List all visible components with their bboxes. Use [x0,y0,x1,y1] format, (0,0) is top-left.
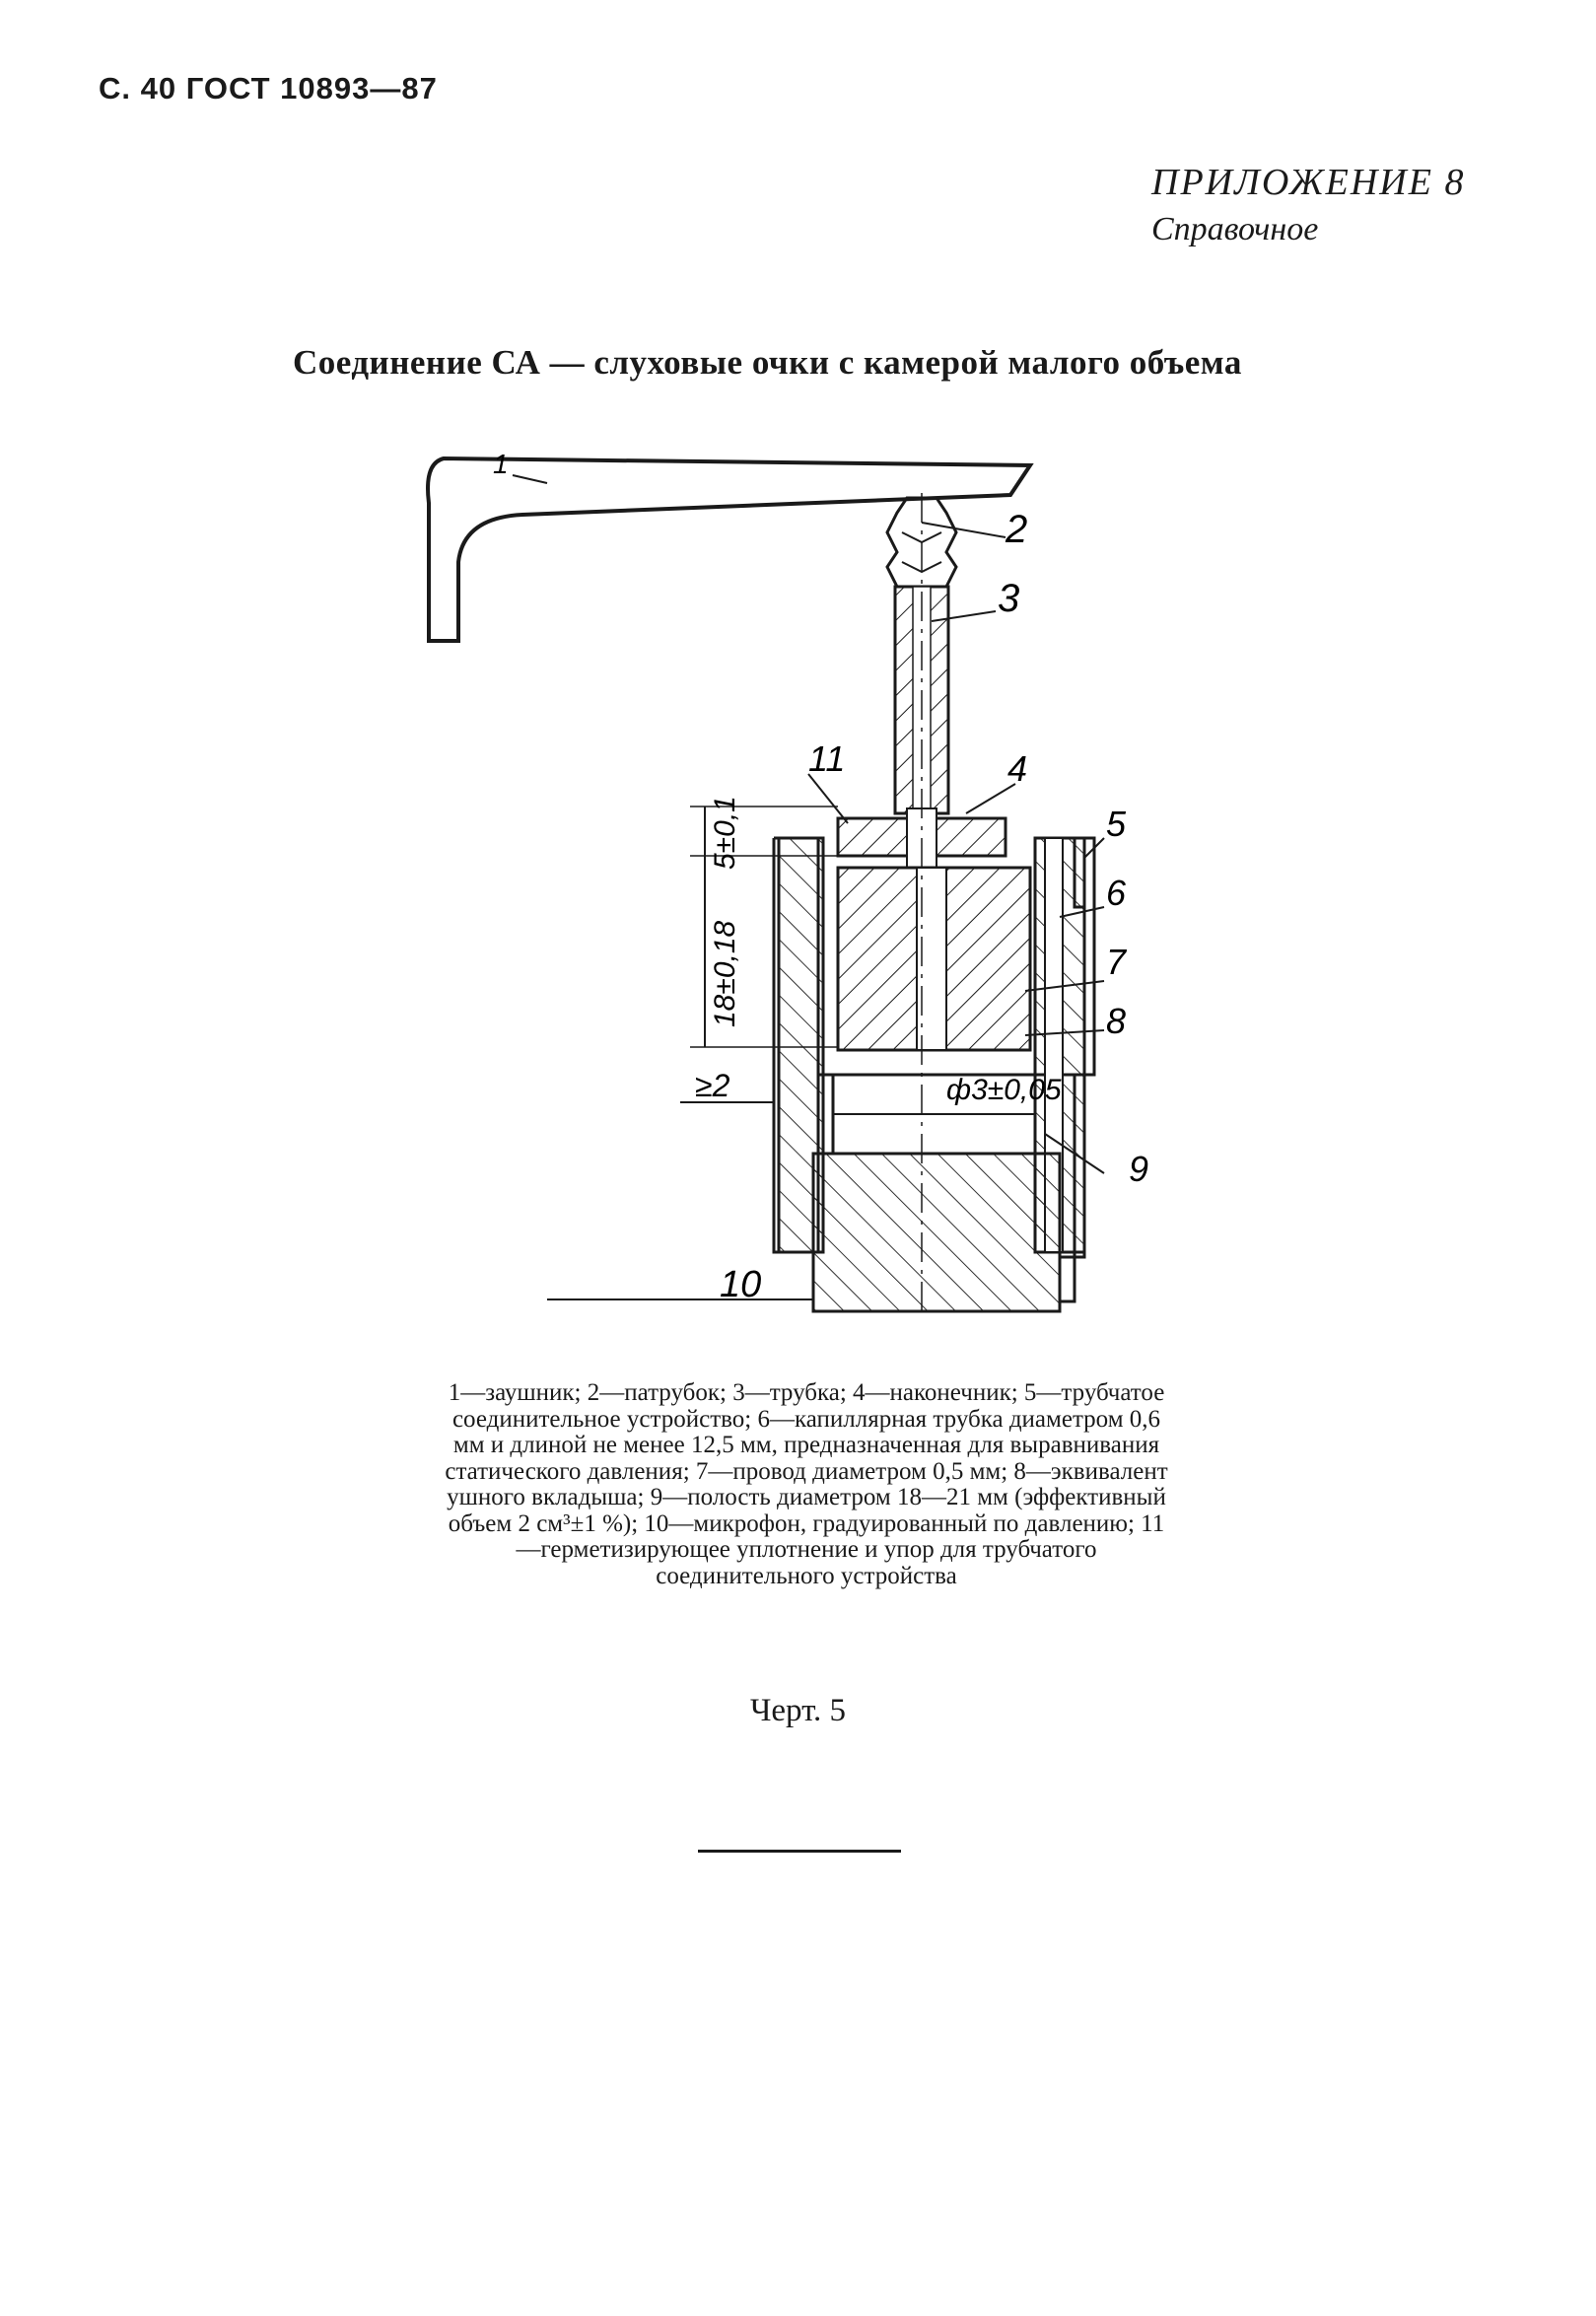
callout-3: 3 [998,577,1020,620]
dimension-wall: ≥2 [695,1068,730,1103]
figure-label: Черт. 5 [749,1693,847,1728]
end-rule [698,1850,901,1853]
callout-5: 5 [1106,804,1127,844]
technical-drawing [394,444,1183,1331]
callout-8: 8 [1106,1001,1127,1041]
dimension-diameter: ф3±0,05 [946,1074,1062,1106]
callout-11: 11 [808,738,846,779]
callout-9: 9 [1129,1149,1149,1189]
figure-caption [442,1380,1171,1589]
dimension-height-upper: 5±0,1 [709,796,741,870]
callout-7: 7 [1106,942,1127,982]
callout-1: 1 [493,449,509,479]
callout-2: 2 [1006,508,1028,551]
appendix-title: ПРИЛОЖЕНИЕ 8 [1151,162,1466,203]
callout-4: 4 [1007,748,1028,789]
appendix-subtitle: Справочное [1151,211,1319,247]
microphone-shape [813,1154,1060,1311]
callout-10: 10 [720,1264,762,1305]
dimension-height-lower: 18±0,18 [709,920,741,1027]
caption-text: 1—заушник; 2—патрубок; 3—трубка; 4—наконечник; 5—трубчатое соединительное устройство; 6—капиллярная трубка диаметром 0,6 мм и длиной не менее 12,5 мм, предназначенная для выравнивания статического давления; 7—провод диаметром 0,5 мм; 8—эквивалент ушного вкладыша; 9—полость диаметром 18—21 мм (эффективный объем 2 см³±1 %); 10—микрофон, градуированный по давлению; 11—герметизирующее уплотнение и упор для трубчатого соединительного устройства [445,1379,1168,1589]
page-header: С. 40 ГОСТ 10893—87 [99,71,438,105]
document-title: Соединение СА — слуховые очки с камерой малого объема [293,343,1242,382]
callout-6: 6 [1106,873,1127,913]
